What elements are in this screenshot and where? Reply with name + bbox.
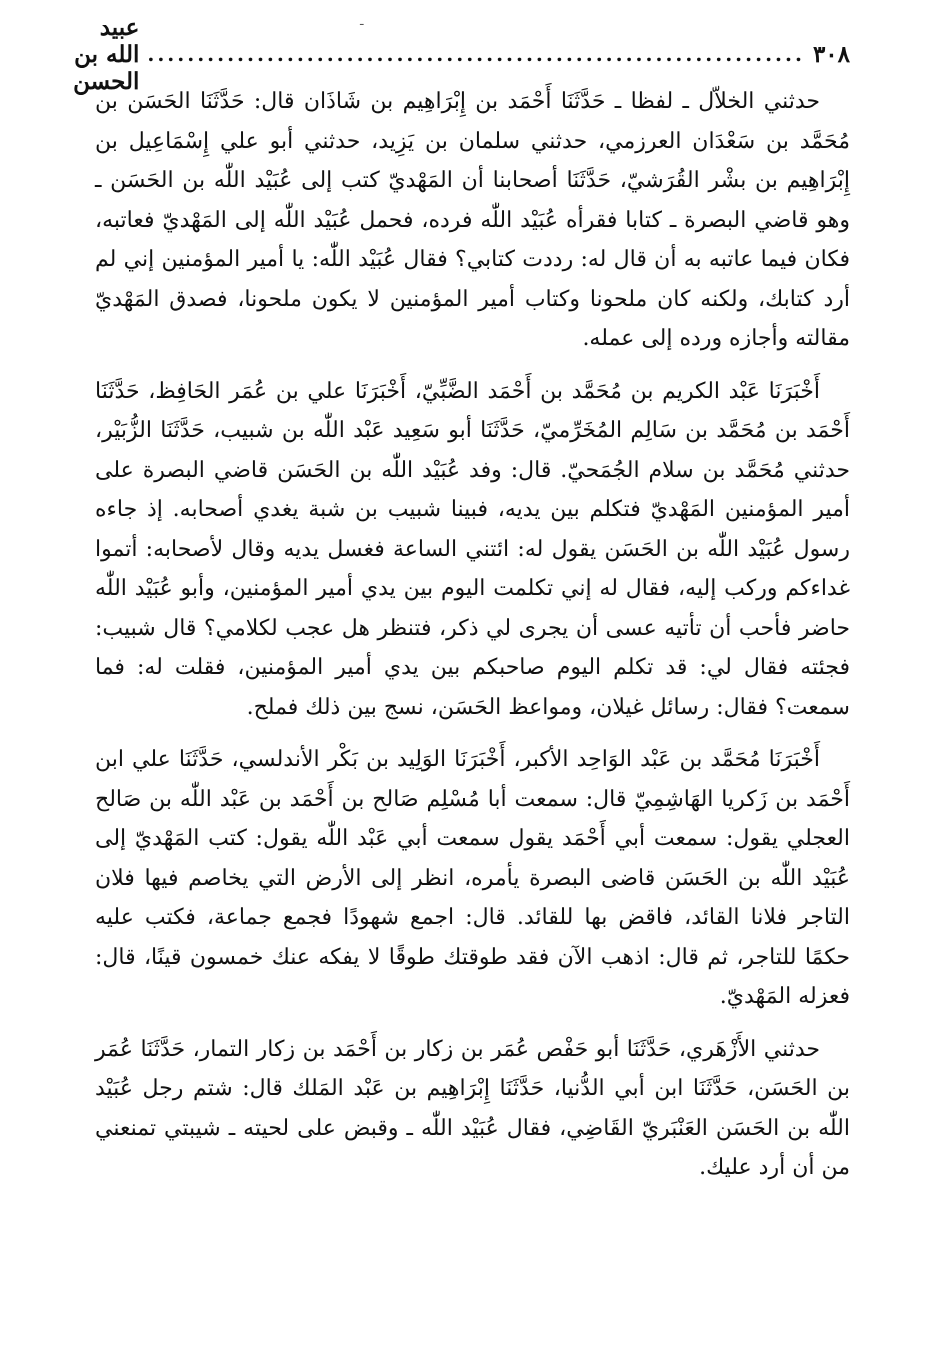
chapter-title: عبيد الله بن الحسن <box>73 13 140 95</box>
page-mark: ـ <box>360 14 364 28</box>
paragraph-4: حدثني الأَزْهَري، حَدَّثَنَا أبو حَفْص عُمَر بن زكار بن أَحْمَد بن زكار التمار، حَدَّثَنَا عُمَر بن الحَسَن، حَدَّثَنَا ابن أبي الدُّنيا، حَدَّثَنَا إِبْرَاهِيم بن عَبْد المَلك قال: شتم رجل عُبَيْد اللّٰه بن الحَسَن العَنْبَريّ القَاضِي، فقال عُبَيْد اللّٰه ـ وقبض على لحيته ـ شيبتي تمنعني من أن أرد عليك. <box>95 1036 850 1180</box>
header-leader-dots: .................................................................. <box>147 42 805 66</box>
paragraph-1: حدثني الخلاّل ـ لفظا ـ حَدَّثَنَا أَحْمَد بن إِبْرَاهِيم بن شَاذَان قال: حَدَّثَنَا الحَسَن بن مُحَمَّد بن سَعْدَان العرزمي، حدثني سلمان بن يَزِيد، حدثني أبو علي إِسْمَاعِيل بن إِبْرَاهِيم بن بشْر القُرَشيّ، حَدَّثَنَا أصحابنا أن المَهْديّ كتب إلى عُبَيْد اللّٰه بن الحَسَن ـ وهو قاضي البصرة ـ كتابا فقرأه عُبَيْد اللّٰه فرده، فحمل عُبَيْد اللّٰه إلى المَهْديّ فعاتبه، فكان فيما عاتبه به أن قال له: رددت كتابي؟ فقال عُبَيْد اللّٰه: يا أمير المؤمنين إني لم أرد كتابك، ولكنه كان ملحونا وكتاب أمير المؤمنين لا يكون ملحونا، فصدق المَهْديّ مقالته وأجازه ورده إلى عمله. <box>95 89 850 351</box>
page-number: ٣٠٨ <box>812 40 850 68</box>
body-text <box>95 82 850 1188</box>
paragraph-2: أَخْبَرَنَا عَبْد الكريم بن مُحَمَّد بن أَحْمَد الضَّبِّيّ، أَخْبَرَنَا علي بن عُمَر الحَافِظ، حَدَّثَنَا أَحْمَد بن مُحَمَّد بن سَالِم المُخَرِّميّ، حَدَّثَنَا أبو سَعِيد عَبْد اللّٰه بن شبيب، حَدَّثَنَا الزُّبَيْر، حدثني مُحَمَّد بن سلام الجُمَحيّ. قال: وفد عُبَيْد اللّٰه بن الحَسَن قاضي البصرة على أمير المؤمنين المَهْديّ فتكلم بين يديه، فبينا شبيب بن شبة يغدي أصحابه. إذ جاءه رسول عُبَيْد اللّٰه بن الحَسَن يقول له: ائتني الساعة فغسل يديه وقال لأصحابه: أتموا غداءكم وركب إليه، فقال له إني تكلمت اليوم بين يدي أمير المؤمنين، وأبو عُبَيْد اللّٰه حاضر فأحب أن تأتيه عسى أن يجرى لي ذكر، فتنظر هل عجب لكلامي؟ قال شبيب: فجئته فقال لي: قد تكلم اليوم صاحبكم بين يدي أمير المؤمنين، فقلت له: فما سمعت؟ فقال: رسائل غيلان، ومواعظ الحَسَن، نسج بين ذلك فملح. <box>95 378 850 720</box>
running-header <box>73 13 850 95</box>
paragraph-3: أَخْبَرَنَا مُحَمَّد بن عَبْد الوَاحِد الأكبر، أَخْبَرَنَا الوَلِيد بن بَكْر الأندلسي، حَدَّثَنَا علي ابن أَحْمَد بن زَكريا الهَاشِمِيّ قال: سمعت أبا مُسْلِم صَالح بن أَحْمَد بن عَبْد اللّٰه بن صَالح العجلي يقول: سمعت أبي أَحْمَد يقول سمعت أبي عَبْد اللّٰه يقول: كتب المَهْديّ إلى عُبَيْد اللّٰه بن الحَسَن قاضى البصرة يأمره، انظر إلى الأرض التي يخاصم فيها فلان التاجر فلانا القائد، فاقض بها للقائد. قال: اجمع شهودًا فجمع جماعة، فكتب عليه حكمًا للتاجر، ثم قال: اذهب الآن فقد طوقتك طوقًا لا يفكه عنك خمسون قينًا، قال: فعزله المَهْديّ. <box>95 747 851 1009</box>
